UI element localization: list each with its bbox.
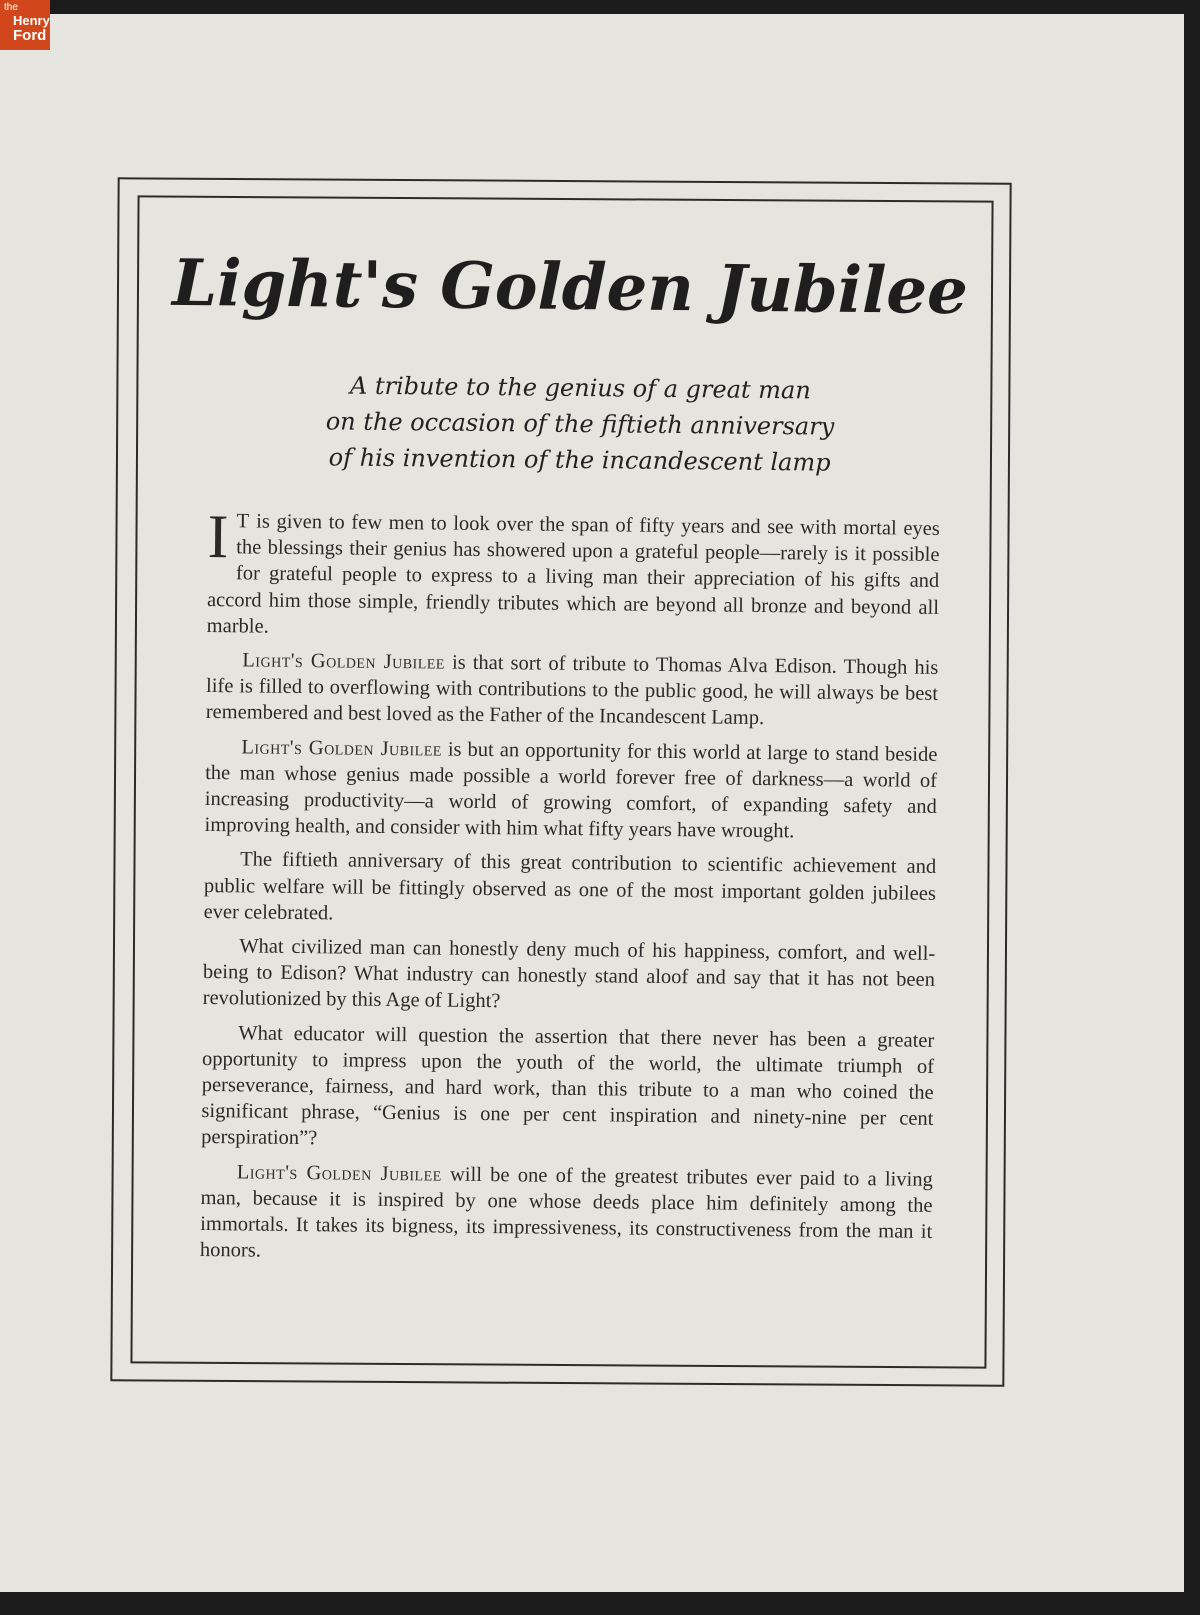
logo-text-ford: Ford	[13, 27, 47, 44]
body-text	[199, 503, 940, 1279]
paragraph-2-text: is that sort of tribute to Thomas Alva Edison. Though his life is filled to overflowing with contributions to the public good, he will always be best remembered and best loved as the Father of the Incandescent Lamp.	[205, 651, 939, 730]
subtitle-line-1: A tribute to the genius of a great man	[349, 371, 811, 405]
paragraph-1	[206, 503, 940, 647]
paragraph-5: What civilized man can honestly deny much of his happiness, comfort, and well-being to Edison? What industry can honestly stand aloof and say that it has not been revolutionized by this Age of Light?	[202, 935, 936, 1013]
paragraph-3-text: is but an opportunity for this world at large to stand beside the man whose genius made possible a world forever free of darkness—a world of increasing productivity—a world of growing comfort, of expanding safety and improving health, and consider with him what fifty years have wrought.	[204, 738, 938, 843]
subtitle-line-2: on the occasion of the fiftieth anniversary	[325, 407, 835, 441]
henry-ford-logo	[0, 0, 50, 50]
logo-text-the: the	[4, 2, 18, 13]
page-title: Light's Golden Jubilee	[171, 245, 969, 330]
subtitle	[249, 367, 910, 482]
paragraph-2-lead: Light's Golden Jubilee	[242, 649, 446, 674]
subtitle-line-3: of his invention of the incandescent lamp	[328, 443, 831, 477]
paragraph-6: What educator will question the assertion that there never has been a greater opportunity to impress upon the youth of the world, the ultimate triumph of perseverance, fairness, and hard work, than this tribute to a man who coined the significant phrase, “Genius is one per cent inspiration and ninety-nine per cent perspiration”?	[201, 1022, 935, 1150]
paragraph-3-lead: Light's Golden Jubilee	[241, 736, 443, 761]
paragraph-3	[204, 734, 937, 847]
paragraph-4: The fiftieth anniversary of this great contribution to scientific achievement and public welfare will be fittingly observed as one of the most important golden jubilees ever celebrated.	[203, 848, 937, 925]
paragraph-7-lead: Light's Golden Jubilee	[236, 1161, 442, 1186]
paragraph-7	[200, 1159, 933, 1272]
logo-text-henry: Henry	[13, 13, 50, 28]
paragraph-7-text: will be one of the greatest tributes ever paid to a living man, because it is inspired by one whose deeds place him definitely among the immortals. It takes its bigness, its impressiveness, its constructiveness from the man it honors.	[199, 1163, 933, 1262]
drop-cap: I	[207, 503, 229, 572]
paragraph-2	[206, 647, 939, 734]
paragraph-1-text: T is given to few men to look over the span of fifty years and see with mortal eyes the blessings their genius has showered upon a grateful people—rarely is it possible for grateful people to express to a living man their appreciation of his gifts and accord him those simple, friendly tributes which are beyond all bronze and beyond all marble.	[206, 510, 940, 638]
